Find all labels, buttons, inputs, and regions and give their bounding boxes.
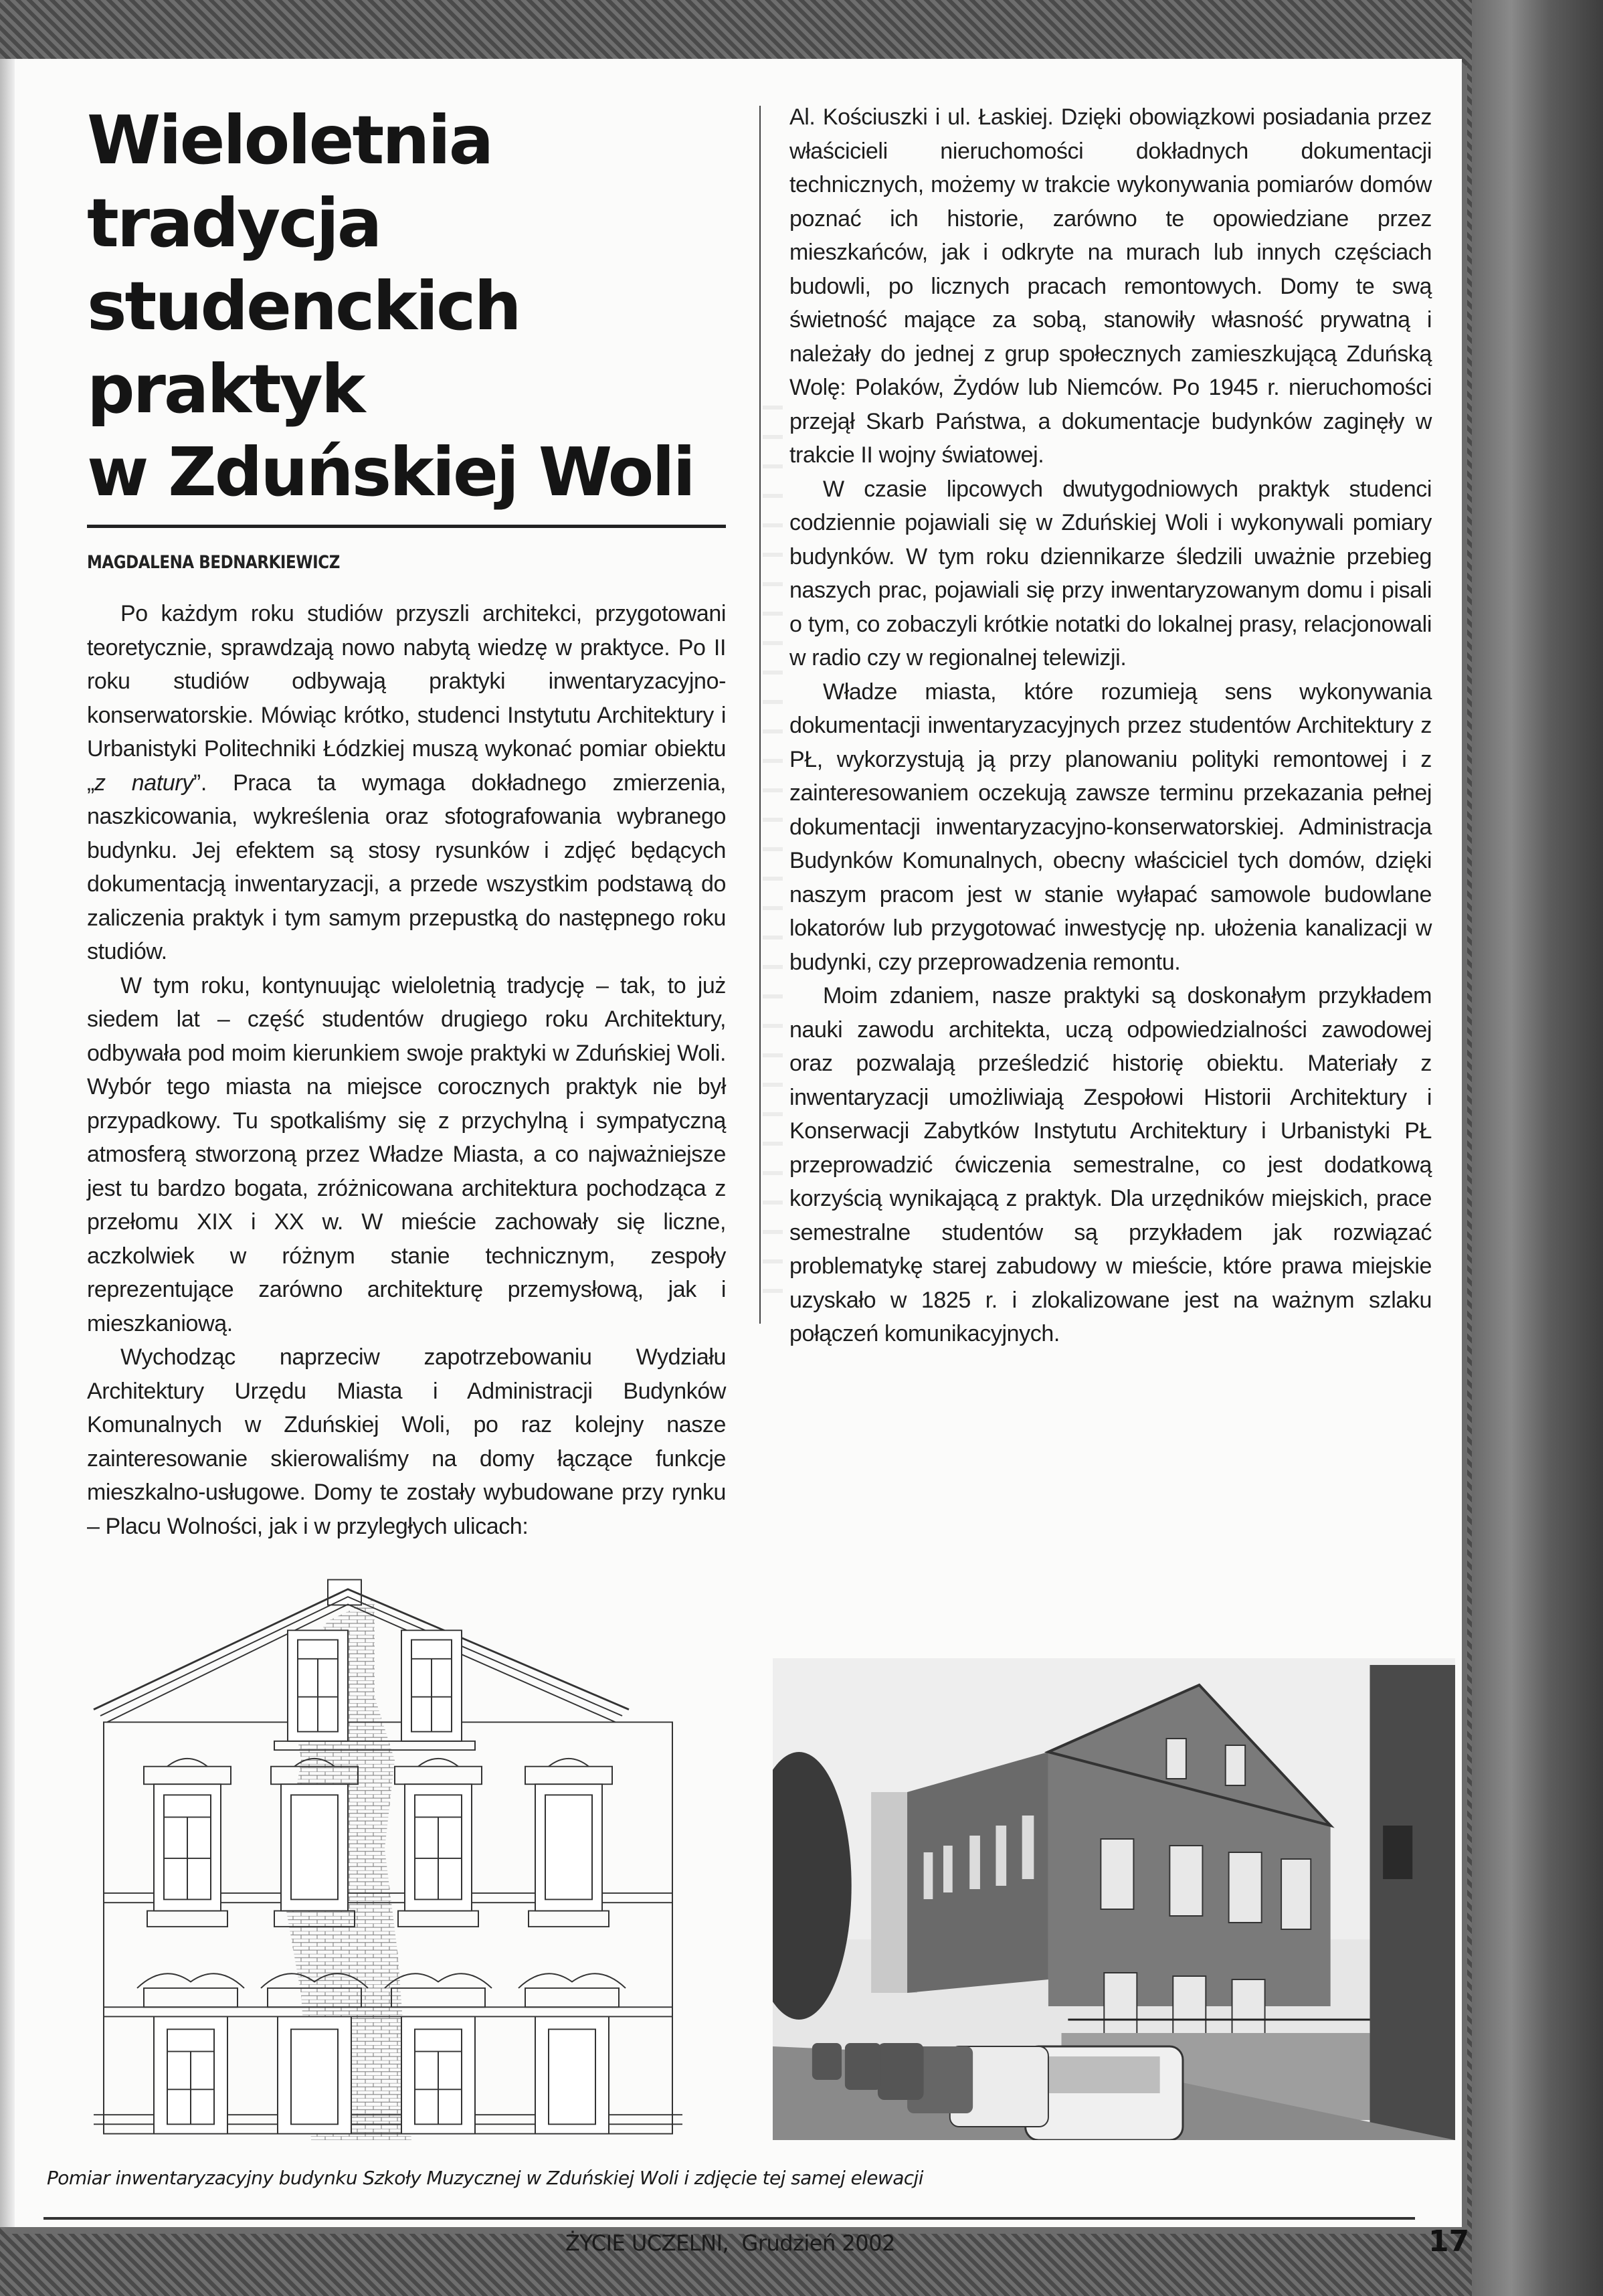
street-lamp — [1383, 1826, 1412, 1879]
title-rule — [87, 525, 726, 528]
paragraph: W czasie lipcowych dwutygodniowych praktyk studenci codziennie pojawiali się w Zduńskiej Woli i wykonywali pomiary budynków. W tym roku dziennikarze śledzili uważnie przebieg naszych prac, pojawiali się przy inwentaryzowanym domu i pisali o tym, co zobaczyli krótkie notatki do lokalnej prasy, relacjonowali w radio czy w regionalnej telewizji. — [789, 476, 1432, 671]
car — [812, 2043, 842, 2080]
title-line: w Zduńskiej Woli — [87, 433, 694, 511]
paragraph: Al. Kościuszki i ul. Łaskiej. Dzięki obowiązkowi posiadania przez właścicieli nieruchomości dokładnych dokumentacji technicznych, możemy w trakcie wykonywania pomiarów domów poznać ich historie, zarówno te opowiedziane przez mieszkańców, jak i odkryte na murach lub innych częściach budowli, po licznych pracach remontowych. Domy te swą świetność mające za sobą, stanowiły własność prywatną i należały do jednej z grup społecznych zamieszkującą Zduńską Wolę: Polaków, Żydów lub Niemców. Po 1945 r. nieruchomości przejął Skarb Państwa, a dokumentacje budynków zaginęły w trakcie II wojny światowej. — [789, 104, 1432, 468]
column-divider — [759, 106, 761, 1324]
page-gutter-shadow — [0, 59, 15, 2227]
footer-rule — [43, 2217, 1415, 2220]
car — [845, 2043, 881, 2090]
facade-elevation-drawing-icon — [80, 1551, 739, 2140]
paragraph-text: ”. Praca ta wymaga dokładnego zmierzenia, naszkicowania, wykreślenia oraz sfotografowania wybranego budynku. Jej efektem są stosy rysunków i zdjęć będących dokumentacją inwentaryzacji, a przede wszystkim podstawą do zaliczenia praktyk i tym samym przepustką do następnego roku studiów. — [87, 770, 727, 964]
publication-issue: Grudzień 2002 — [741, 2230, 895, 2256]
car-window — [1042, 2056, 1160, 2093]
publication-name: ŻYCIE UCZELNI, — [565, 2230, 729, 2256]
paragraph: W tym roku, kontynuując wieloletnią tradycję – tak, to już siedem lat – część studentów drugiego roku Architektury, odbywała pod moim kierunkiem swoje praktyki w Zduńskiej Woli. Wybór tego miasta na miejsce corocznych praktyk nie był przypadkowy. Tu spotkaliśmy się z przychylną i sympatyczną atmosferą stworzoną przez Władze Miasta, a co najważniejsze jest tu bardzo bogata, zróżnicowana architektura pochodząca z przełomu XIX i XX w. W mieście zachowały się liczne, aczkolwiek w różnym stanie technicznym, zespoły reprezentujące zarówno architekturę przemysłową, jak i mieszkaniową. — [87, 972, 726, 1336]
paragraph-text: Po każdym roku studiów przyszli architekci, przygotowani teoretycznie, sprawdzają nowo nabytą wiedzę w praktyce. Po II roku studiów odbywają praktyki inwentaryzacyjno-konserwatorskie. Mówiąc krótko, studenci Instytutu Architektury i Urbanistyki Politechniki Łódzkiej muszą wykonać pomiar obiektu „ — [87, 601, 726, 796]
figure-caption: Pomiar inwentaryzacyjny budynku Szkoły Muzycznej w Zduńskiej Woli i zdjęcie tej samej elewacji — [47, 2167, 923, 2189]
car — [878, 2043, 924, 2100]
paragraph: Moim zdaniem, nasze praktyki są doskonałym przykładem nauki zawodu architekta, uczą odpowiedzialności zawodowej oraz pozwalają prześledzić historię obiektu. Materiały z inwentaryzacji umożliwiają Zespołowi Historii Architektury i Konserwacji Zabytków Instytutu Architektury i Urbanistyki PŁ przeprowadzić ćwiczenia semestralne, co jest dodatkową korzyścią wynikającą z praktyk. Dla urzędników miejskich, prace semestralne studentów są przykładem jak rozwiązać problematykę starej zabudowy w mieście, które prawa miejskie uzyskało w 1825 r. i zlokalizowane jest na ważnym szlaku połączeń komunikacyjnych. — [789, 983, 1432, 1346]
show-through-noise — [763, 380, 783, 1317]
right-building — [1370, 1665, 1456, 2140]
left-column — [87, 99, 726, 1543]
title-line: Wieloletnia tradycja — [87, 101, 492, 262]
paragraph — [87, 597, 726, 969]
article-title — [87, 99, 726, 514]
background-right-edge — [1472, 0, 1603, 2296]
italic-phrase: z natury — [94, 770, 193, 796]
right-column — [789, 100, 1445, 1351]
footer-publication — [565, 2230, 895, 2256]
author-byline: MAGDALENA BEDNARKIEWICZ — [87, 552, 340, 573]
magazine-page — [0, 59, 1470, 2259]
building-street-photo-icon — [773, 1658, 1455, 2140]
title-line: studenckich praktyk — [87, 267, 520, 428]
paragraph: Władze miasta, które rozumieją sens wykonywania dokumentacji inwentaryzacyjnych przez studentów Architektury z PŁ, wykorzystują ją przy planowaniu polityki remontowej i z zainteresowaniem oczekują zawsze terminu przekazania pełnej dokumentacji inwentaryzacyjno-konserwatorskiej. Administracja Budynków Komunalnych, obecny właściciel tych domów, dzięki naszym pracom jest w stanie wyłapać samowole budowlane lokatorów lub przygotować inwestycję np. ułożenia kanalizacji w budynki, czy przeprowadzenia remontu. — [789, 679, 1432, 975]
paragraph: Wychodząc naprzeciw zapotrzebowaniu Wydziału Architektury Urzędu Miasta i Administracji Budynków Komunalnych w Zduńskiej Woli, po raz kolejny nasze zainteresowanie skierowaliśmy na domy łączące funkcje mieszkalno-usługowe. Domy te zostały wybudowane przy rynku – Placu Wolności, jak i w przyległych ulicach: — [87, 1344, 726, 1539]
page-number: 17 — [1428, 2224, 1470, 2259]
